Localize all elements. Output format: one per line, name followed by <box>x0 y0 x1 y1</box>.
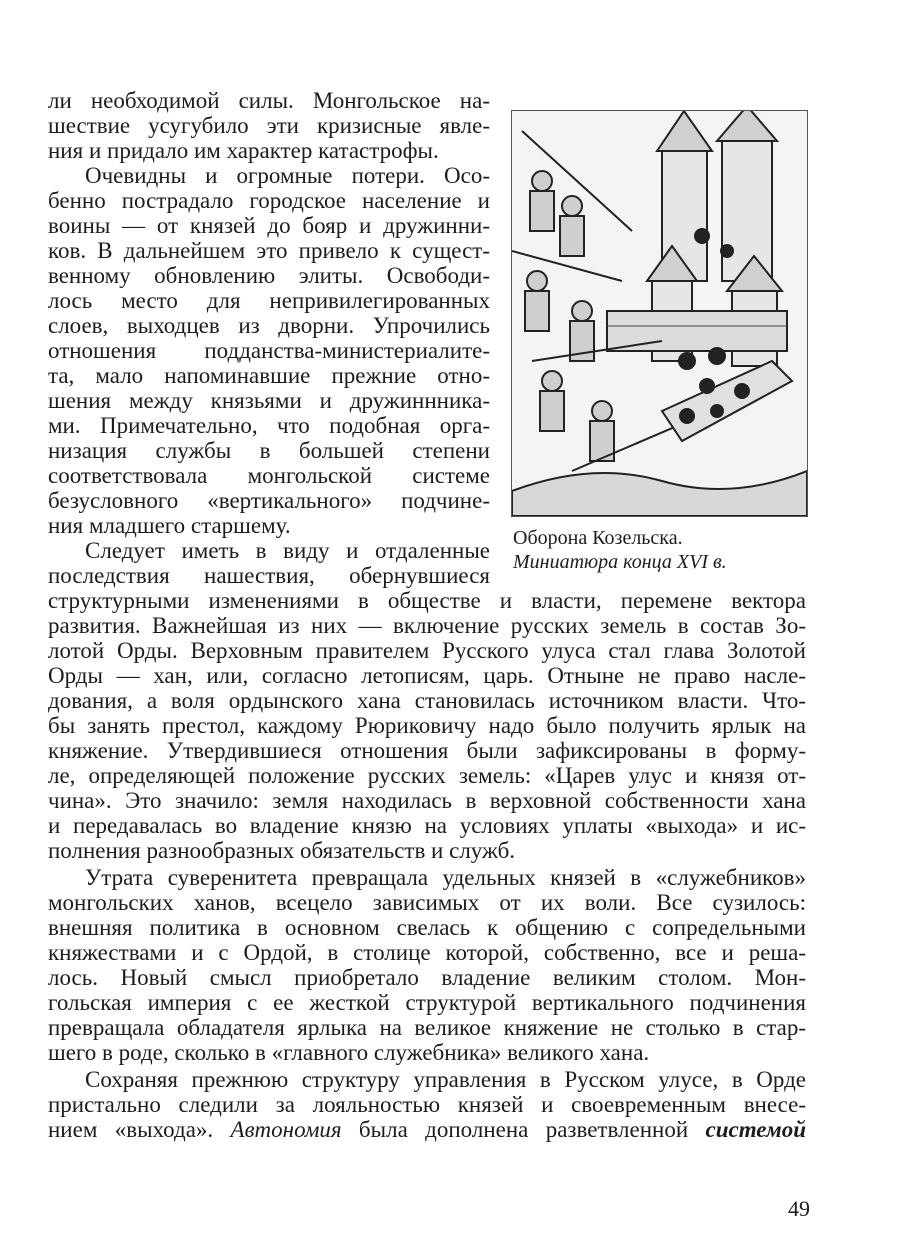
text-line: бенно пострадало городское население и <box>48 188 490 213</box>
text-line: венному обновлению элиты. Освободи- <box>48 263 490 288</box>
text-line: Сохраняя прежнюю структуру управления в Русском улусе, в Орде <box>85 1067 806 1092</box>
text-line: Очевидны и огромные потери. Осо- <box>85 163 490 188</box>
text-line: бы занять престол, каждому Рюриковичу надо было получить ярлык на <box>48 713 806 738</box>
text-line: шего в роде, сколько в «главного служебника» великого хана. <box>48 1040 650 1065</box>
text-line-mixed <box>48 1117 806 1143</box>
text-line: та, мало напоминавшие прежние отно- <box>48 363 490 388</box>
text-line: полнения разнообразных обязательств и служб. <box>48 838 516 863</box>
text-line: шения между князьями и дружиннника- <box>48 388 490 413</box>
text-line: структурными изменениями в обществе и власти, перемене вектора <box>48 588 806 613</box>
text-line: пристально следили за лояльностью князей и своевременным внесе- <box>48 1092 806 1117</box>
emphasis-system: системой <box>705 1117 806 1142</box>
text-line: княжествами и с Ордой, в столице которой, собственно, все и реша- <box>48 940 806 965</box>
text-line: ния и придало им характер катастрофы. <box>48 138 439 163</box>
text-line: ле, определяющей положение русских земель: «Царев улус и князя от- <box>48 763 806 788</box>
text-line: и передавалась во владение князю на условиях уплаты «выхода» и ис- <box>48 813 806 838</box>
text-line: лось. Новый смысл приобретало владение великим столом. Мон- <box>48 965 806 990</box>
text-line: ли необходимой силы. Монгольское на- <box>48 88 490 113</box>
figure-caption-title: Оборона Козельска. <box>513 527 683 549</box>
text-line: низация службы в большей степени <box>48 438 490 463</box>
text-line: дования, а воля ордынского хана становилась источником власти. Что- <box>48 688 806 713</box>
text-line: внешняя политика в основном свелась к общению с сопредельными <box>48 915 806 940</box>
text-line: слоев, выходцев из дворни. Упрочились <box>48 313 490 338</box>
text-line: монгольских ханов, всецело зависимых от их воли. Все сузилось: <box>48 890 806 915</box>
text-line: последствия нашествия, обернувшиеся <box>48 563 490 588</box>
text-line: развития. Важнейшая из них — включение русских земель в состав Зо- <box>48 613 806 638</box>
text-line: лотой Орды. Верховным правителем Русского улуса стал глава Золотой <box>48 638 806 663</box>
emphasis-autonomy: Автономия <box>213 1117 342 1142</box>
text-line: гольская империя с ее жесткой структурой вертикального подчинения <box>48 990 806 1015</box>
text-line: Следует иметь в виду и отдаленные <box>85 538 490 563</box>
text-line: княжение. Утвердившиеся отношения были зафиксированы в форму- <box>48 738 806 763</box>
illustration-defense-of-kozelsk <box>511 110 808 517</box>
text-span: нием «выхода». <box>48 1117 214 1142</box>
text-line: Орды — хан, или, согласно летописям, царь. Отныне не право насле- <box>48 663 806 688</box>
miniature-drawing <box>512 111 807 516</box>
text-line: чина». Это значило: земля находилась в верховной собственности хана <box>48 788 806 813</box>
text-span: была дополнена разветвленной <box>341 1117 706 1142</box>
text-line: ния младшего старшему. <box>48 513 291 538</box>
text-line: шествие усугубило эти кризисные явле- <box>48 113 490 138</box>
text-line: ков. В дальнейшем это привело к сущест- <box>48 238 490 263</box>
text-line: безусловного «вертикального» подчине- <box>48 488 490 513</box>
page-number: 49 <box>788 1196 810 1221</box>
text-line: соответствовала монгольской системе <box>48 463 490 488</box>
text-line: ми. Примечательно, что подобная орга- <box>48 413 490 438</box>
text-line: превращала обладателя ярлыка на великое княжение не столько в стар- <box>48 1015 806 1040</box>
figure-caption-subtitle: Миниатюра конца XVI в. <box>513 551 727 573</box>
text-line: отношения подданства-министериалите- <box>48 338 490 363</box>
text-line: воины — от князей до бояр и дружинни- <box>48 213 490 238</box>
text-line: Утрата суверенитета превращала удельных князей в «служебников» <box>85 865 806 890</box>
text-line: лось место для непривилегированных <box>48 288 490 313</box>
